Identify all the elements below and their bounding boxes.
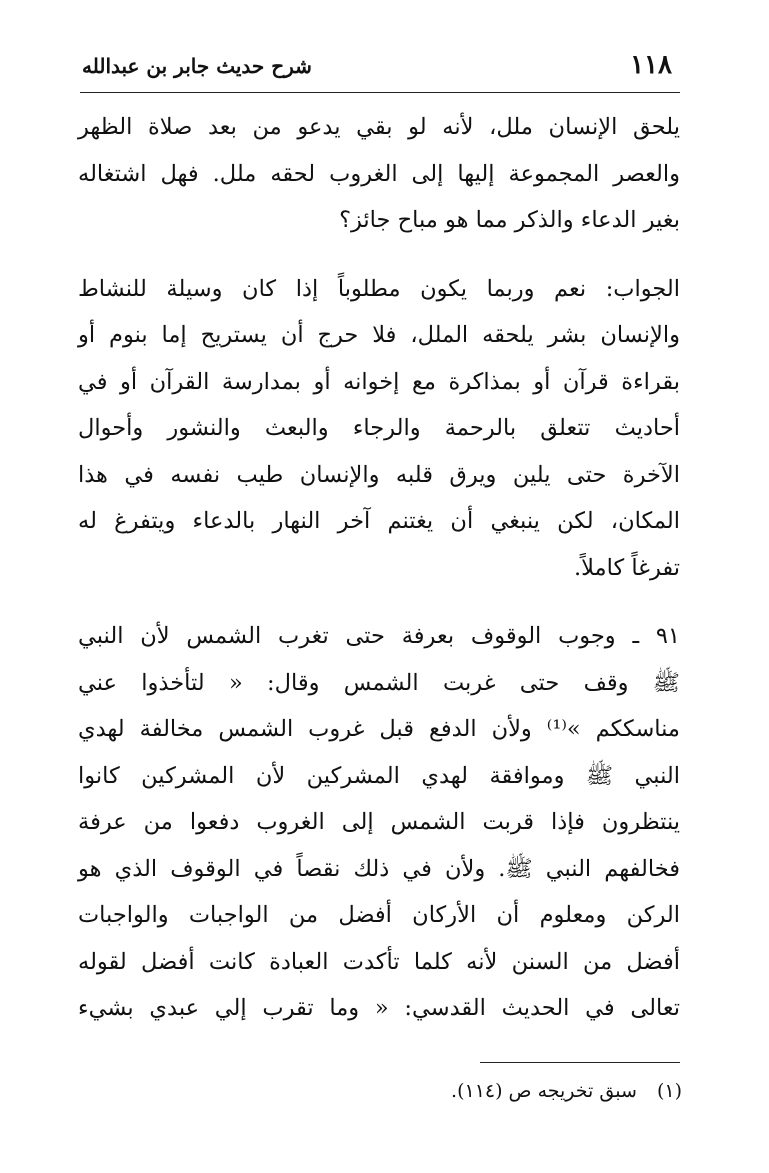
footnote bbox=[200, 1080, 682, 1102]
book-title: شرح حديث جابر بن عبدالله bbox=[82, 54, 312, 78]
text-line: بقراءة قرآن أو بمذاكرة مع إخوانه أو بمدارسة القرآن أو في bbox=[78, 368, 680, 395]
text-line: ﷺ وقف حتى غربت الشمس وقال: « لتأخذوا عني bbox=[78, 669, 680, 696]
footnote-marker: (١) bbox=[656, 1080, 682, 1102]
body-text bbox=[78, 104, 680, 1032]
text-line: الركن ومعلوم أن الأركان أفضل من الواجبات والواجبات bbox=[78, 902, 680, 928]
paragraph-1 bbox=[78, 104, 680, 244]
text-line: فخالفهم النبي ﷺ. ولأن في ذلك نقصاً في الوقوف الذي هو bbox=[78, 855, 680, 882]
text-line: والإنسان بشر يلحقه الملل، فلا حرج أن يستريح إما بنوم أو bbox=[78, 322, 680, 348]
text-line: المكان، لكن ينبغي أن يغتنم آخر النهار بالدعاء ويتفرغ له bbox=[78, 508, 680, 534]
text-line: مناسككم »⁽¹⁾ ولأن الدفع قبل غروب الشمس مخالفة لهدي bbox=[78, 716, 680, 742]
text-line: الجواب: نعم وربما يكون مطلوباً إذا كان وسيلة للنشاط bbox=[78, 275, 680, 302]
text-line: يلحق الإنسان ملل، لأنه لو بقي يدعو من بعد صلاة الظهر bbox=[78, 114, 680, 140]
paragraph-3 bbox=[78, 613, 680, 1032]
footnote-text: سبق تخريجه ص (١١٤). bbox=[451, 1080, 637, 1102]
text-line: أحاديث تتعلق بالرحمة والرجاء والبعث والنشور وأحوال bbox=[78, 415, 680, 441]
page-number: ١١٨ bbox=[630, 50, 672, 80]
running-header bbox=[80, 48, 680, 88]
text-line: أفضل من السنن لأنه كلما تأكدت العبادة كانت أفضل لقوله bbox=[78, 948, 680, 975]
text-line: النبي ﷺ وموافقة لهدي المشركين لأن المشركين كانوا bbox=[78, 762, 680, 789]
text-line: ٩١ ـ وجوب الوقوف بعرفة حتى تغرب الشمس لأن النبي bbox=[78, 623, 680, 649]
text-line: الآخرة حتى يلين ويرق قلبه والإنسان طيب نفسه في هذا bbox=[78, 461, 680, 488]
paragraph-2 bbox=[78, 266, 680, 592]
text-line: بغير الدعاء والذكر مما هو مباح جائز؟ bbox=[339, 207, 680, 233]
text-line: تعالى في الحديث القدسي: « وما تقرب إلي عبدي بشيء bbox=[78, 995, 680, 1021]
text-line: والعصر المجموعة إليها إلى الغروب لحقه ملل. فهل اشتغاله bbox=[78, 160, 680, 187]
footnote-divider bbox=[480, 1062, 680, 1063]
text-line: تفرغاً كاملاً. bbox=[573, 554, 680, 581]
header-divider bbox=[80, 92, 680, 93]
text-line: ينتظرون فإذا قربت الشمس إلى الغروب دفعوا من عرفة bbox=[78, 809, 680, 835]
